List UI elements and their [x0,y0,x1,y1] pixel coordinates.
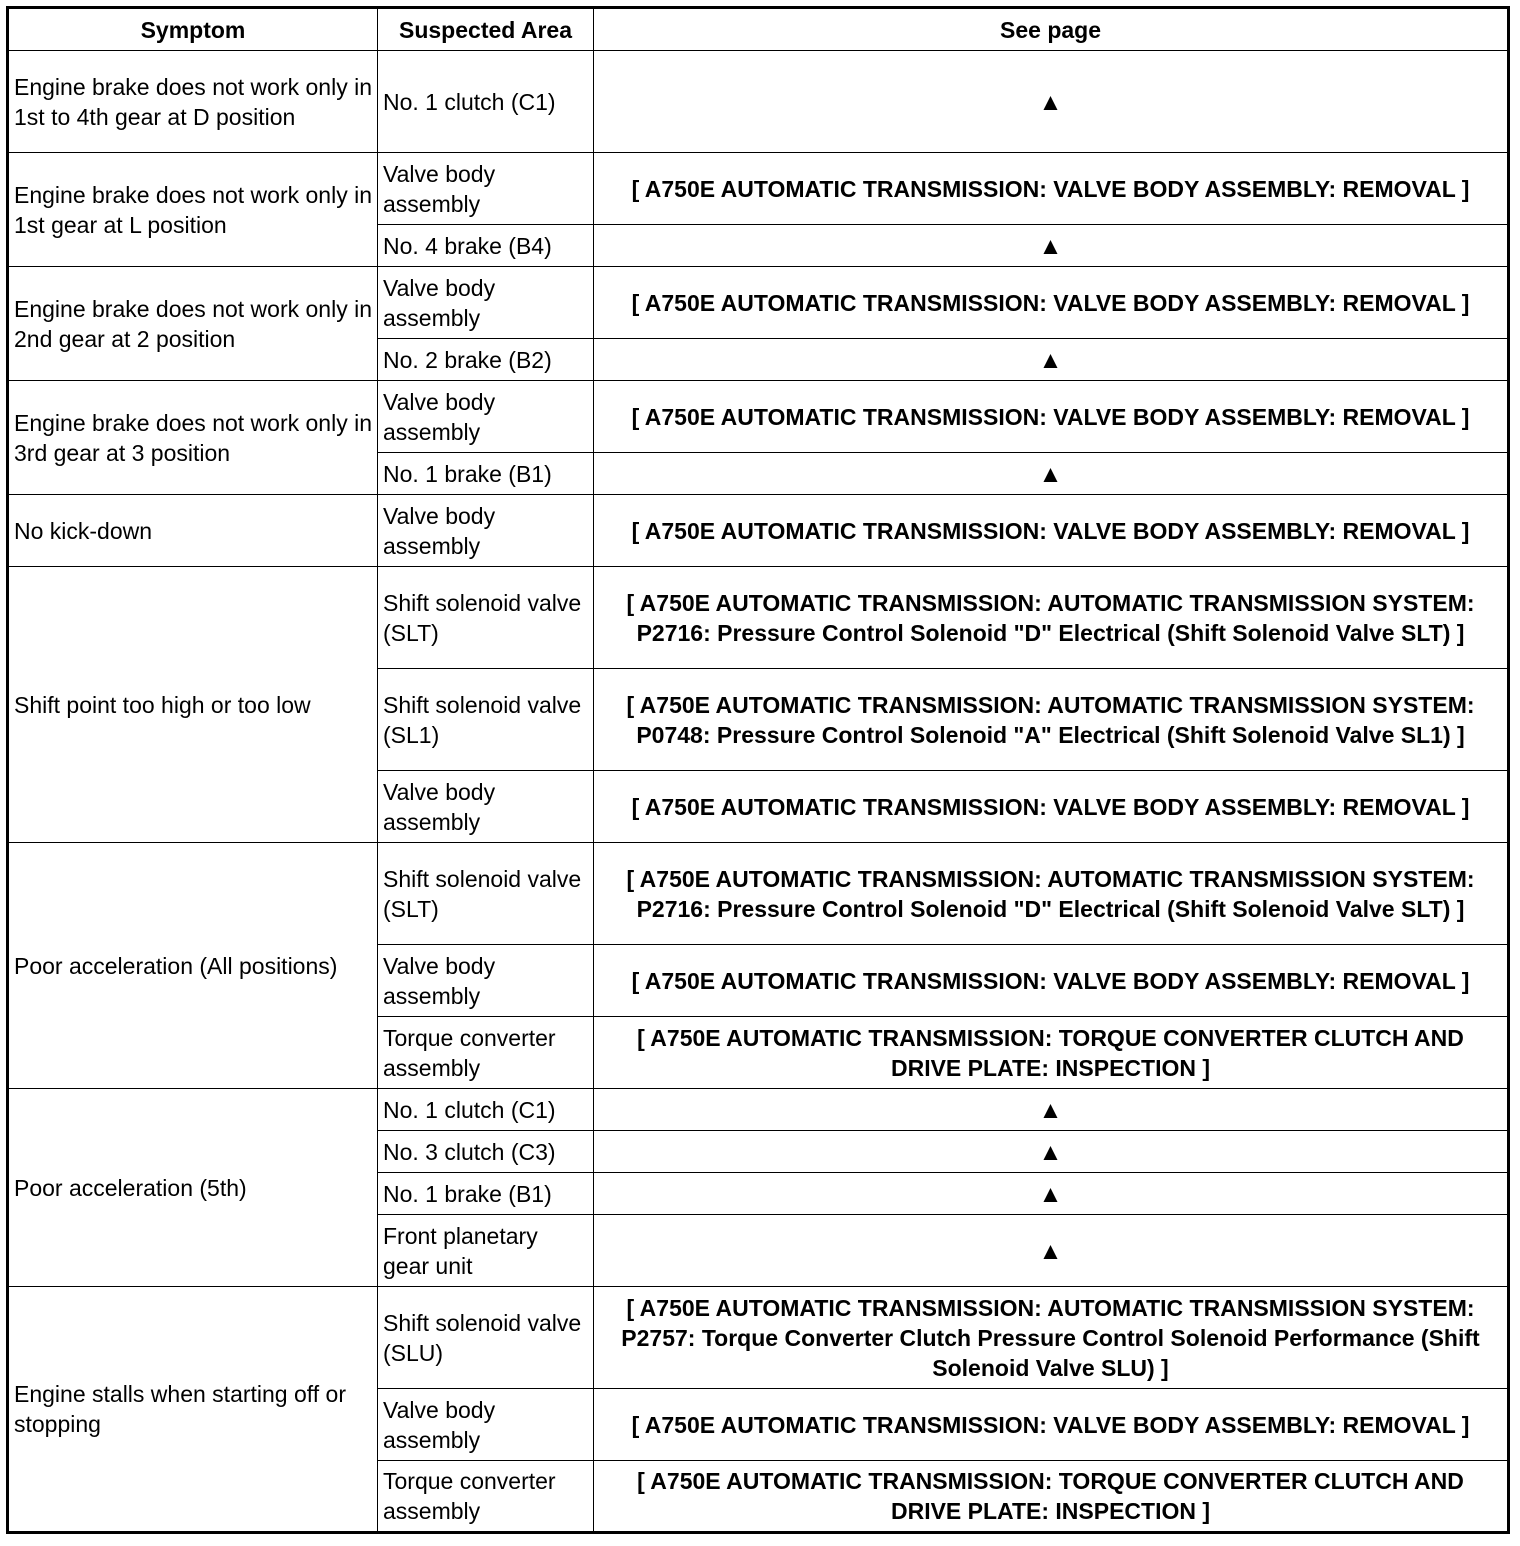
triangle-marker-icon: ▲ [1038,1096,1063,1124]
table-row [8,381,1509,453]
suspected-area-cell: Torque converter assembly [378,1461,594,1533]
see-page-link[interactable]: [ A750E AUTOMATIC TRANSMISSION: TORQUE CONVERTER CLUTCH AND DRIVE PLATE: INSPECTION ] [594,1017,1509,1089]
header-symptom: Symptom [8,8,378,51]
symptom-cell: Poor acceleration (5th) [8,1089,378,1287]
see-page-cell [594,1089,1509,1131]
see-page-link[interactable]: [ A750E AUTOMATIC TRANSMISSION: AUTOMATIC TRANSMISSION SYSTEM: P0748: Pressure Control Solenoid "A" Electrical (Shift Solenoid Valve SL1) ] [594,669,1509,771]
triangle-marker-icon: ▲ [1038,1237,1063,1265]
header-see-page: See page [594,8,1509,51]
symptom-cell: Engine brake does not work only in 2nd gear at 2 position [8,267,378,381]
table-row [8,267,1509,339]
header-suspected-area: Suspected Area [378,8,594,51]
suspected-area-cell: Valve body assembly [378,1389,594,1461]
suspected-area-cell: No. 1 brake (B1) [378,453,594,495]
suspected-area-cell: No. 1 clutch (C1) [378,51,594,153]
suspected-area-cell: No. 1 brake (B1) [378,1173,594,1215]
table-row [8,843,1509,945]
suspected-area-cell: Valve body assembly [378,495,594,567]
see-page-cell [594,225,1509,267]
symptom-table [6,6,1510,1534]
see-page-cell [594,453,1509,495]
symptom-cell: Engine brake does not work only in 3rd gear at 3 position [8,381,378,495]
see-page-cell [594,51,1509,153]
see-page-link[interactable]: [ A750E AUTOMATIC TRANSMISSION: VALVE BODY ASSEMBLY: REMOVAL ] [594,153,1509,225]
symptom-cell: Engine brake does not work only in 1st gear at L position [8,153,378,267]
suspected-area-cell: Valve body assembly [378,771,594,843]
symptom-cell: No kick-down [8,495,378,567]
suspected-area-cell: No. 2 brake (B2) [378,339,594,381]
table-body [8,51,1509,1533]
triangle-marker-icon: ▲ [1038,1138,1063,1166]
see-page-link[interactable]: [ A750E AUTOMATIC TRANSMISSION: AUTOMATIC TRANSMISSION SYSTEM: P2757: Torque Converter Clutch Pressure Control Solenoid Performance (Shift Solenoid Valve SLU) ] [594,1287,1509,1389]
see-page-link[interactable]: [ A750E AUTOMATIC TRANSMISSION: VALVE BODY ASSEMBLY: REMOVAL ] [594,267,1509,339]
symptom-cell: Engine brake does not work only in 1st to 4th gear at D position [8,51,378,153]
see-page-link[interactable]: [ A750E AUTOMATIC TRANSMISSION: TORQUE CONVERTER CLUTCH AND DRIVE PLATE: INSPECTION ] [594,1461,1509,1533]
symptom-cell: Poor acceleration (All positions) [8,843,378,1089]
suspected-area-cell: Valve body assembly [378,381,594,453]
suspected-area-cell: Front planetary gear unit [378,1215,594,1287]
header-row [8,8,1509,51]
table-row [8,51,1509,153]
table-row [8,567,1509,669]
see-page-link[interactable]: [ A750E AUTOMATIC TRANSMISSION: VALVE BODY ASSEMBLY: REMOVAL ] [594,495,1509,567]
see-page-link[interactable]: [ A750E AUTOMATIC TRANSMISSION: AUTOMATIC TRANSMISSION SYSTEM: P2716: Pressure Control Solenoid "D" Electrical (Shift Solenoid Valve SLT) ] [594,843,1509,945]
table-row [8,1089,1509,1131]
see-page-cell [594,1215,1509,1287]
triangle-marker-icon: ▲ [1038,232,1063,260]
symptom-cell: Engine stalls when starting off or stopping [8,1287,378,1533]
table-header [8,8,1509,51]
suspected-area-cell: Shift solenoid valve (SL1) [378,669,594,771]
see-page-link[interactable]: [ A750E AUTOMATIC TRANSMISSION: VALVE BODY ASSEMBLY: REMOVAL ] [594,1389,1509,1461]
suspected-area-cell: Shift solenoid valve (SLU) [378,1287,594,1389]
symptom-cell: Shift point too high or too low [8,567,378,843]
suspected-area-cell: No. 1 clutch (C1) [378,1089,594,1131]
suspected-area-cell: Valve body assembly [378,153,594,225]
table-row [8,1287,1509,1389]
suspected-area-cell: Valve body assembly [378,267,594,339]
triangle-marker-icon: ▲ [1038,460,1063,488]
see-page-link[interactable]: [ A750E AUTOMATIC TRANSMISSION: VALVE BODY ASSEMBLY: REMOVAL ] [594,771,1509,843]
see-page-link[interactable]: [ A750E AUTOMATIC TRANSMISSION: VALVE BODY ASSEMBLY: REMOVAL ] [594,945,1509,1017]
see-page-link[interactable]: [ A750E AUTOMATIC TRANSMISSION: VALVE BODY ASSEMBLY: REMOVAL ] [594,381,1509,453]
suspected-area-cell: No. 4 brake (B4) [378,225,594,267]
see-page-cell [594,1131,1509,1173]
triangle-marker-icon: ▲ [1038,88,1063,116]
triangle-marker-icon: ▲ [1038,346,1063,374]
see-page-link[interactable]: [ A750E AUTOMATIC TRANSMISSION: AUTOMATIC TRANSMISSION SYSTEM: P2716: Pressure Control Solenoid "D" Electrical (Shift Solenoid Valve SLT) ] [594,567,1509,669]
suspected-area-cell: Shift solenoid valve (SLT) [378,843,594,945]
suspected-area-cell: No. 3 clutch (C3) [378,1131,594,1173]
see-page-cell [594,339,1509,381]
see-page-cell [594,1173,1509,1215]
suspected-area-cell: Valve body assembly [378,945,594,1017]
suspected-area-cell: Torque converter assembly [378,1017,594,1089]
suspected-area-cell: Shift solenoid valve (SLT) [378,567,594,669]
table-row [8,153,1509,225]
table-row [8,495,1509,567]
triangle-marker-icon: ▲ [1038,1180,1063,1208]
